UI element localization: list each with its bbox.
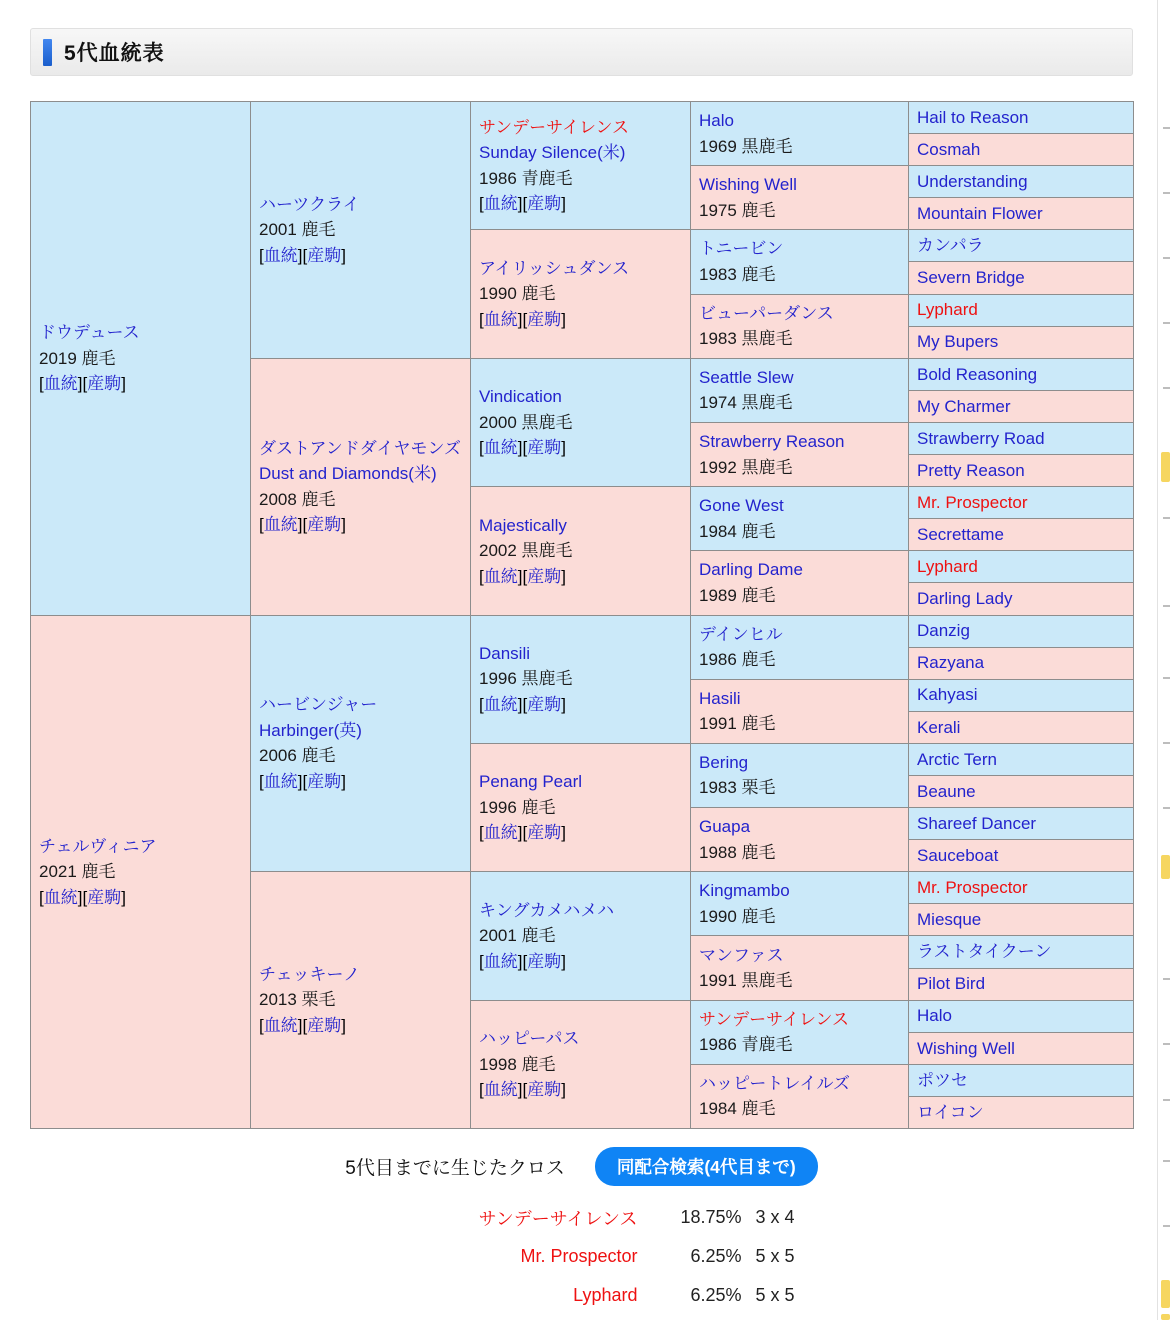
scroll-tick bbox=[1163, 1043, 1170, 1045]
pedigree-cell bbox=[909, 808, 1134, 840]
pedigree-cell bbox=[909, 326, 1134, 358]
horse-name-link[interactable]: ハッピーパス bbox=[479, 1029, 580, 1049]
horse-year-coat: 2000 黒鹿毛 bbox=[479, 412, 573, 432]
pedigree-cell bbox=[691, 294, 909, 358]
blood-link[interactable]: [ 血統 ] bbox=[259, 515, 302, 534]
scroll-tick bbox=[1163, 978, 1170, 980]
horse-year-coat: 1984 鹿毛 bbox=[699, 521, 776, 541]
pedigree-cell bbox=[909, 904, 1134, 936]
pedigree-links bbox=[479, 307, 686, 333]
horse-year-coat: 1991 鹿毛 bbox=[699, 714, 776, 734]
pedigree-cell-sire bbox=[31, 102, 251, 616]
pedigree-cell bbox=[909, 102, 1134, 134]
horse-name-link[interactable]: Wishing Well bbox=[699, 175, 797, 195]
pedigree-cell bbox=[251, 102, 471, 359]
pedigree-cell bbox=[691, 1000, 909, 1064]
horse-name-link[interactable]: ハーツクライ bbox=[259, 194, 360, 214]
blood-link[interactable]: [ 血統 ] bbox=[479, 567, 522, 586]
horse-year-coat: 2002 黒鹿毛 bbox=[479, 541, 573, 561]
search-highlight-marker bbox=[1161, 1314, 1170, 1320]
horse-name-link[interactable]: ポツセ bbox=[917, 1070, 968, 1090]
horse-name-link[interactable]: Understanding bbox=[917, 171, 1028, 191]
offspring-link[interactable]: [ 産駒 ] bbox=[522, 567, 565, 586]
horse-year-coat: 1988 鹿毛 bbox=[699, 842, 776, 862]
horse-year-coat: 1990 鹿毛 bbox=[479, 284, 556, 304]
horse-year-coat: 2019 鹿毛 bbox=[39, 348, 116, 368]
pedigree-cell bbox=[691, 615, 909, 679]
pedigree-links bbox=[479, 949, 686, 975]
pedigree-links bbox=[479, 564, 686, 590]
horse-year-coat: 1991 黒鹿毛 bbox=[699, 971, 793, 991]
horse-name-link[interactable]: Strawberry Reason bbox=[699, 432, 845, 452]
horse-name-link[interactable]: チェッキーノ bbox=[259, 964, 361, 984]
pedigree-cell bbox=[471, 1000, 691, 1128]
horse-name-link[interactable]: ダストアンドダイヤモンズ bbox=[259, 438, 461, 458]
cross-generations: 5 x 5 bbox=[755, 1246, 795, 1266]
horse-year-coat: 1998 鹿毛 bbox=[479, 1054, 556, 1074]
pedigree-cell bbox=[471, 743, 691, 871]
pedigree-table bbox=[30, 101, 1134, 1129]
cross-generations: 5 x 5 bbox=[755, 1285, 795, 1305]
scroll-tick bbox=[1163, 605, 1170, 607]
pedigree-cell bbox=[909, 872, 1134, 904]
pedigree-cell bbox=[691, 936, 909, 1000]
scroll-tick bbox=[1163, 807, 1170, 809]
pedigree-cell bbox=[691, 358, 909, 422]
scroll-tick bbox=[1163, 387, 1170, 389]
blood-link[interactable]: [ 血統 ] bbox=[479, 310, 522, 329]
horse-name-link[interactable]: Pilot Bird bbox=[917, 974, 986, 994]
blood-link[interactable]: [ 血統 ] bbox=[479, 695, 522, 714]
scroll-tick bbox=[1163, 127, 1170, 129]
horse-year-coat: 1992 黒鹿毛 bbox=[699, 457, 793, 477]
horse-name-link[interactable]: Penang Pearl bbox=[479, 772, 583, 792]
horse-name-link[interactable]: Mr. Prospector bbox=[917, 878, 1028, 898]
pedigree-cell bbox=[471, 358, 691, 486]
horse-name-link[interactable]: Wishing Well bbox=[917, 1038, 1015, 1058]
horse-name-link[interactable]: Miesque bbox=[917, 910, 982, 930]
horse-name-link[interactable]: デインヒル bbox=[699, 624, 783, 644]
pedigree-links bbox=[259, 1013, 466, 1039]
pedigree-cell bbox=[909, 711, 1134, 743]
pedigree-cell bbox=[909, 390, 1134, 422]
horse-year-coat: 2001 鹿毛 bbox=[259, 220, 336, 240]
pedigree-cell bbox=[909, 775, 1134, 807]
horse-name-en-link[interactable]: Harbinger(英) bbox=[259, 720, 362, 740]
pedigree-cell bbox=[909, 647, 1134, 679]
same-mating-search-button[interactable]: 同配合検索(4代目まで) bbox=[595, 1147, 818, 1186]
cross-section-label: 5代目までに生じたクロス bbox=[345, 1158, 565, 1179]
pedigree-cell bbox=[251, 872, 471, 1129]
horse-year-coat: 1986 青鹿毛 bbox=[479, 168, 573, 188]
cross-horse-name: Mr. Prospector bbox=[520, 1246, 638, 1266]
cross-row bbox=[30, 1276, 1133, 1315]
pedigree-cell bbox=[251, 615, 471, 872]
pedigree-links bbox=[479, 191, 686, 217]
pedigree-cell bbox=[909, 615, 1134, 647]
section-header bbox=[30, 28, 1133, 76]
horse-name-link[interactable]: Majestically bbox=[479, 515, 567, 535]
horse-name-en-link[interactable]: Sunday Silence(米) bbox=[479, 143, 626, 163]
horse-name-link[interactable]: Cosmah bbox=[917, 139, 981, 159]
horse-name-link[interactable]: Secrettame bbox=[917, 525, 1004, 545]
horse-name-link[interactable]: Shareef Dancer bbox=[917, 813, 1037, 833]
horse-name-link[interactable]: チェルヴィニア bbox=[39, 836, 157, 856]
pedigree-cell bbox=[909, 487, 1134, 519]
horse-name-link[interactable]: サンデーサイレンス bbox=[479, 117, 630, 137]
horse-name-link[interactable]: マンファス bbox=[699, 945, 784, 965]
blood-link[interactable]: [ 血統 ] bbox=[259, 1016, 302, 1035]
blood-link[interactable]: [ 血統 ] bbox=[479, 1080, 522, 1099]
horse-name-link[interactable]: Danzig bbox=[917, 621, 970, 641]
scroll-tick bbox=[1163, 1225, 1170, 1227]
horse-name-link[interactable]: Mr. Prospector bbox=[917, 492, 1028, 512]
cross-horse-name: Lyphard bbox=[573, 1285, 638, 1305]
offspring-link[interactable]: [ 産駒 ] bbox=[522, 194, 565, 213]
offspring-link[interactable]: [ 産駒 ] bbox=[302, 1016, 345, 1035]
horse-name-link[interactable]: My Bupers bbox=[917, 332, 999, 352]
horse-name-link[interactable]: Kerali bbox=[917, 717, 961, 737]
horse-name-link[interactable]: Darling Lady bbox=[917, 589, 1013, 609]
pedigree-cell bbox=[691, 1064, 909, 1128]
horse-name-link[interactable]: Pretty Reason bbox=[917, 460, 1025, 480]
pedigree-cell bbox=[691, 102, 909, 166]
pedigree-cell bbox=[471, 872, 691, 1000]
blood-link[interactable]: [ 血統 ] bbox=[259, 246, 302, 265]
offspring-link[interactable]: [ 産駒 ] bbox=[522, 310, 565, 329]
search-highlight-marker bbox=[1161, 1280, 1170, 1308]
offspring-link[interactable]: [ 産駒 ] bbox=[522, 1080, 565, 1099]
pedigree-cell bbox=[909, 840, 1134, 872]
blood-link[interactable]: [ 血統 ] bbox=[479, 952, 522, 971]
pedigree-cell bbox=[471, 230, 691, 358]
pedigree-cell bbox=[909, 262, 1134, 294]
offspring-link[interactable]: [ 産駒 ] bbox=[522, 695, 565, 714]
horse-name-link[interactable]: Darling Dame bbox=[699, 560, 803, 580]
pedigree-cell bbox=[909, 1032, 1134, 1064]
horse-name-link[interactable]: Kahyasi bbox=[917, 685, 978, 705]
pedigree-cell bbox=[691, 743, 909, 807]
horse-name-link[interactable]: ドウデュース bbox=[39, 323, 140, 342]
blood-link[interactable]: [ 血統 ] bbox=[259, 772, 302, 791]
horse-name-link[interactable]: Strawberry Road bbox=[917, 428, 1045, 448]
horse-name-link[interactable]: ラストタイクーン bbox=[917, 942, 1052, 962]
horse-year-coat: 2008 鹿毛 bbox=[259, 489, 336, 509]
pedigree-cell bbox=[909, 1000, 1134, 1032]
scroll-tick bbox=[1163, 322, 1170, 324]
cross-row bbox=[30, 1237, 1133, 1276]
scroll-tick bbox=[1163, 517, 1170, 519]
blood-link[interactable]: [ 血統 ] bbox=[39, 374, 82, 393]
accent-bar-icon bbox=[43, 39, 52, 66]
horse-year-coat: 1974 黒鹿毛 bbox=[699, 393, 793, 413]
pedigree-cell bbox=[691, 872, 909, 936]
cross-horse-name: サンデーサイレンス bbox=[478, 1208, 638, 1229]
pedigree-cell bbox=[909, 422, 1134, 454]
pedigree-cell bbox=[909, 743, 1134, 775]
horse-year-coat: 1983 黒鹿毛 bbox=[699, 329, 793, 349]
pedigree-links bbox=[259, 769, 466, 795]
offspring-link[interactable]: [ 産駒 ] bbox=[82, 374, 125, 393]
horse-year-coat: 1996 鹿毛 bbox=[479, 797, 556, 817]
pedigree-cell bbox=[909, 519, 1134, 551]
horse-year-coat: 1969 黒鹿毛 bbox=[699, 136, 793, 156]
blood-link[interactable]: [ 血統 ] bbox=[479, 194, 522, 213]
blood-link[interactable]: [ 血統 ] bbox=[479, 823, 522, 842]
pedigree-cell bbox=[471, 487, 691, 615]
cross-list bbox=[30, 1198, 1133, 1315]
pedigree-cell bbox=[909, 936, 1134, 968]
horse-name-link[interactable]: サンデーサイレンス bbox=[699, 1009, 850, 1029]
horse-name-link[interactable]: Mountain Flower bbox=[917, 204, 1043, 224]
offspring-link[interactable]: [ 産駒 ] bbox=[302, 772, 345, 791]
horse-name-link[interactable]: Gone West bbox=[699, 496, 784, 516]
horse-year-coat: 1986 青鹿毛 bbox=[699, 1035, 793, 1055]
horse-name-link[interactable]: Lyphard bbox=[917, 300, 978, 320]
horse-year-coat: 1983 鹿毛 bbox=[699, 264, 776, 284]
horse-name-link[interactable]: Halo bbox=[699, 111, 734, 131]
pedigree-cell bbox=[691, 422, 909, 486]
horse-name-link[interactable]: Hasili bbox=[699, 688, 741, 708]
scrollbar-track[interactable] bbox=[1157, 0, 1170, 1320]
horse-year-coat: 1990 鹿毛 bbox=[699, 906, 776, 926]
cross-generations: 3 x 4 bbox=[755, 1207, 795, 1227]
horse-name-link[interactable]: Guapa bbox=[699, 817, 751, 837]
cross-percentage: 18.75% bbox=[680, 1207, 742, 1227]
pedigree-cell bbox=[909, 1096, 1134, 1128]
pedigree-cell bbox=[909, 198, 1134, 230]
scroll-tick bbox=[1163, 257, 1170, 259]
pedigree-cell bbox=[471, 102, 691, 230]
horse-name-link[interactable]: Razyana bbox=[917, 653, 985, 673]
offspring-link[interactable]: [ 産駒 ] bbox=[302, 246, 345, 265]
pedigree-cell-dam bbox=[31, 615, 251, 1129]
search-highlight-marker bbox=[1161, 452, 1170, 482]
offspring-link[interactable]: [ 産駒 ] bbox=[82, 888, 125, 907]
scroll-tick bbox=[1163, 1099, 1170, 1101]
pedigree-cell bbox=[691, 808, 909, 872]
horse-name-link[interactable]: ハービンジャー bbox=[259, 695, 378, 715]
horse-name-link[interactable]: Seattle Slew bbox=[699, 367, 794, 387]
pedigree-cell bbox=[909, 294, 1134, 326]
horse-name-link[interactable]: ビューパーダンス bbox=[699, 303, 834, 323]
offspring-link[interactable]: [ 産駒 ] bbox=[522, 823, 565, 842]
horse-name-link[interactable]: Beaune bbox=[917, 781, 976, 801]
pedigree-links bbox=[479, 692, 686, 718]
pedigree-cell bbox=[471, 615, 691, 743]
horse-name-link[interactable]: Lyphard bbox=[917, 557, 978, 577]
horse-year-coat: 2006 鹿毛 bbox=[259, 746, 336, 766]
horse-name-link[interactable]: Dansili bbox=[479, 643, 531, 663]
pedigree-cell bbox=[691, 551, 909, 615]
horse-year-coat: 1984 鹿毛 bbox=[699, 1099, 776, 1119]
pedigree-cell bbox=[909, 679, 1134, 711]
pedigree-cell bbox=[909, 551, 1134, 583]
search-highlight-marker bbox=[1161, 855, 1170, 879]
horse-name-link[interactable]: ロイコン bbox=[917, 1102, 984, 1122]
pedigree-links bbox=[479, 1077, 686, 1103]
cross-row bbox=[30, 1198, 1133, 1237]
blood-link[interactable]: [ 血統 ] bbox=[479, 438, 522, 457]
pedigree-cell bbox=[909, 1064, 1134, 1096]
horse-name-link[interactable]: Severn Bridge bbox=[917, 268, 1025, 288]
horse-name-link[interactable]: Arctic Tern bbox=[917, 749, 997, 769]
pedigree-cell bbox=[909, 230, 1134, 262]
pedigree-cell bbox=[909, 455, 1134, 487]
scroll-tick bbox=[1163, 1160, 1170, 1162]
pedigree-cell bbox=[691, 230, 909, 294]
pedigree-links bbox=[479, 435, 686, 461]
offspring-link[interactable]: [ 産駒 ] bbox=[302, 515, 345, 534]
horse-name-link[interactable]: Halo bbox=[917, 1006, 952, 1026]
pedigree-cell bbox=[909, 166, 1134, 198]
pedigree-links bbox=[259, 512, 466, 538]
horse-year-coat: 2013 栗毛 bbox=[259, 990, 336, 1010]
horse-name-link[interactable]: Bering bbox=[699, 752, 749, 772]
horse-name-link[interactable]: Vindication bbox=[479, 387, 562, 407]
pedigree-cell bbox=[909, 134, 1134, 166]
horse-name-link[interactable]: アイリッシュダンス bbox=[479, 258, 630, 278]
horse-name-link[interactable]: キングカメハメハ bbox=[479, 900, 615, 920]
pedigree-cell bbox=[691, 166, 909, 230]
pedigree-links bbox=[39, 885, 246, 911]
pedigree-links bbox=[479, 820, 686, 846]
scroll-tick bbox=[1163, 192, 1170, 194]
pedigree-cell bbox=[251, 358, 471, 615]
blood-link[interactable]: [ 血統 ] bbox=[39, 888, 82, 907]
pedigree-cell bbox=[909, 968, 1134, 1000]
horse-name-link[interactable]: ハッピートレイルズ bbox=[699, 1073, 850, 1093]
horse-name-link[interactable]: Kingmambo bbox=[699, 881, 790, 901]
pedigree-links bbox=[39, 371, 246, 397]
horse-year-coat: 1996 黒鹿毛 bbox=[479, 669, 573, 689]
horse-year-coat: 1986 鹿毛 bbox=[699, 650, 776, 670]
scroll-tick bbox=[1163, 677, 1170, 679]
offspring-link[interactable]: [ 産駒 ] bbox=[522, 438, 565, 457]
offspring-link[interactable]: [ 産駒 ] bbox=[522, 952, 565, 971]
horse-name-link[interactable]: カンパラ bbox=[917, 236, 984, 256]
horse-year-coat: 1975 鹿毛 bbox=[699, 200, 776, 220]
cross-percentage: 6.25% bbox=[690, 1246, 742, 1266]
pedigree-cell bbox=[691, 679, 909, 743]
scroll-tick bbox=[1163, 742, 1170, 744]
page-title: 5代血統表 bbox=[64, 42, 165, 65]
horse-name-link[interactable]: トニービン bbox=[699, 239, 784, 259]
pedigree-cell bbox=[909, 358, 1134, 390]
horse-year-coat: 2001 鹿毛 bbox=[479, 926, 556, 946]
pedigree-cell bbox=[909, 583, 1134, 615]
horse-year-coat: 1989 鹿毛 bbox=[699, 585, 776, 605]
horse-name-link[interactable]: Hail to Reason bbox=[917, 107, 1029, 127]
horse-name-en-link[interactable]: Dust and Diamonds(米) bbox=[259, 464, 437, 484]
horse-year-coat: 2021 鹿毛 bbox=[39, 862, 116, 881]
horse-name-link[interactable]: Sauceboat bbox=[917, 845, 999, 865]
horse-year-coat: 1983 栗毛 bbox=[699, 778, 776, 798]
pedigree-cell bbox=[691, 487, 909, 551]
pedigree-links bbox=[259, 243, 466, 269]
horse-name-link[interactable]: My Charmer bbox=[917, 396, 1011, 416]
cross-percentage: 6.25% bbox=[690, 1285, 742, 1305]
horse-name-link[interactable]: Bold Reasoning bbox=[917, 364, 1038, 384]
